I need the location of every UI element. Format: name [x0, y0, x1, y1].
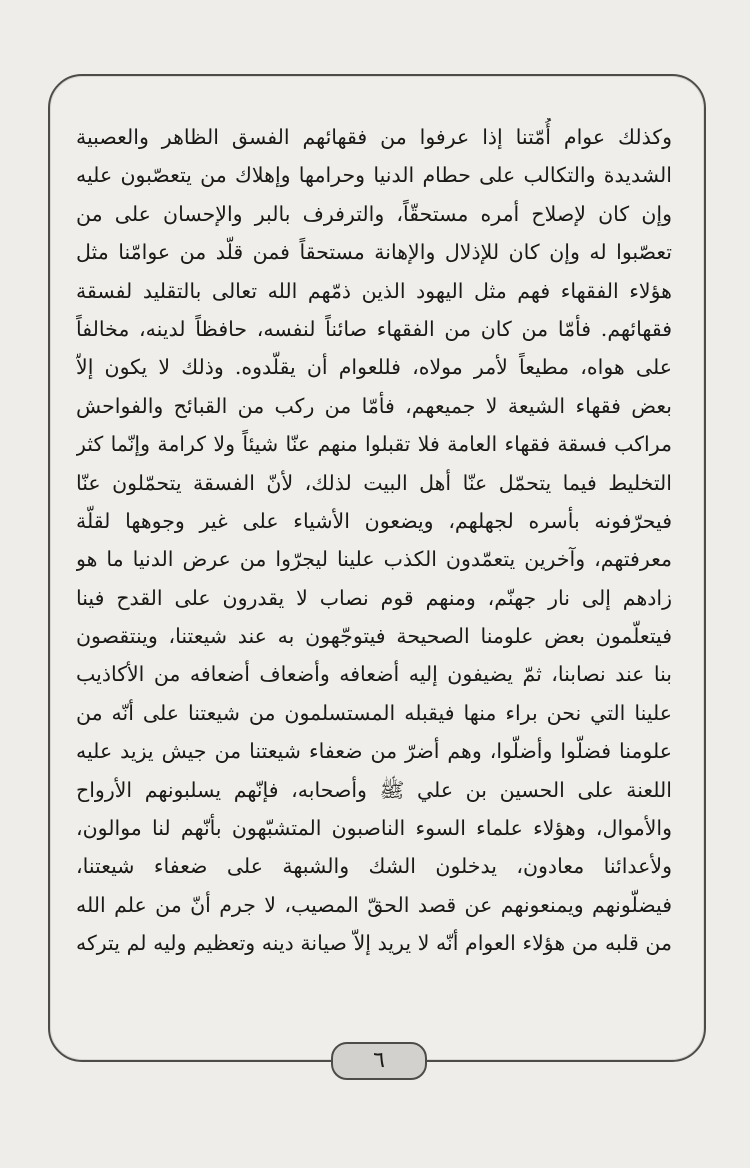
- text-line: مراكب فسقة فقهاء العامة فلا تقبلوا منهم عنّا شيئاً ولا كرامة وإنّما كثر: [76, 432, 672, 457]
- text-line: اللعنة على الحسين بن علي ﷺ وأصحابه، فإنّهم يسلبونهم الأرواح: [76, 777, 672, 802]
- text-line: التخليط فيما يتحمّل عنّا أهل البيت لذلك، لأنّ الفسقة يتحمّلون عنّا: [76, 470, 672, 495]
- text-line: على هواه، مطيعاً لأمر مولاه، فللعوام أن يقلّدوه. وذلك لا يكون إلاّ: [76, 355, 672, 380]
- text-line: فيحرّفونه بأسره لجهلهم، ويضعون الأشياء على غير وجوهها لقلّة: [76, 508, 672, 533]
- text-line: زادهم إلى نار جهنّم، ومنهم قوم نصاب لا يقدرون على القدح فينا: [76, 585, 672, 610]
- text-line: الشديدة والتكالب على حطام الدنيا وحرامها وإهلاك من يتعصّبون عليه: [76, 163, 672, 188]
- text-line: من قلبه من هؤلاء العوام أنّه لا يريد إلاّ صيانة دينه وتعظيم وليه لم يتركه: [76, 931, 672, 956]
- text-line: فقهائهم. فأمّا من كان من الفقهاء صائناً لنفسه، حافظاً لدينه، مخالفاً: [76, 316, 672, 341]
- page-number: ٦: [373, 1048, 385, 1073]
- text-line: علينا التي نحن براء منها فيقبله المستسلمون من شيعتنا على أنّه من: [76, 700, 672, 725]
- text-line: والأموال، وهؤلاء علماء السوء الناصبون المتشبّهون بأنّهم لنا موالون،: [76, 816, 672, 841]
- text-line: فيضلّونهم ويمنعونهم عن قصد الحقّ المصيب، لا جرم أنّ من علم الله: [76, 892, 672, 917]
- body-text: [76, 118, 672, 963]
- text-line: فيتعلّمون بعض علومنا الصحيحة فيتوجّهون به عند شيعتنا، وينتقصون: [76, 624, 672, 649]
- text-line: هؤلاء الفقهاء فهم مثل اليهود الذين ذمّهم الله تعالى بالتقليد لفسقة: [76, 278, 672, 303]
- text-line: وكذلك عوام أُمّتنا إذا عرفوا من فقهائهم الفسق الظاهر والعصبية: [76, 125, 672, 149]
- text-line: معرفتهم، وآخرين يتعمّدون الكذب علينا ليجرّوا من عرض الدنيا ما هو: [76, 547, 672, 572]
- text-line: بنا عند نصابنا، ثمّ يضيفون إليه أضعافه وأضعاف أضعافه من الأكاذيب: [76, 662, 672, 687]
- text-line: ولأعدائنا معادون، يدخلون الشك والشبهة على ضعفاء شيعتنا،: [76, 854, 672, 879]
- page-number-tab: [331, 1042, 427, 1080]
- text-line: تعصّبوا له وإن كان للإذلال والإهانة مستحقاً فمن قلّد من عوامّنا مثل: [76, 240, 672, 265]
- text-line: علومنا فضلّوا وأضلّوا، وهم أضرّ من ضعفاء شيعتنا من جيش يزيد عليه: [76, 739, 672, 764]
- text-line: بعض فقهاء الشيعة لا جميعهم، فأمّا من ركب من القبائح والفواحش: [76, 393, 672, 418]
- text-line: وإن كان لإصلاح أمره مستحقّاً، والترفرف بالبر والإحسان على من: [76, 201, 672, 226]
